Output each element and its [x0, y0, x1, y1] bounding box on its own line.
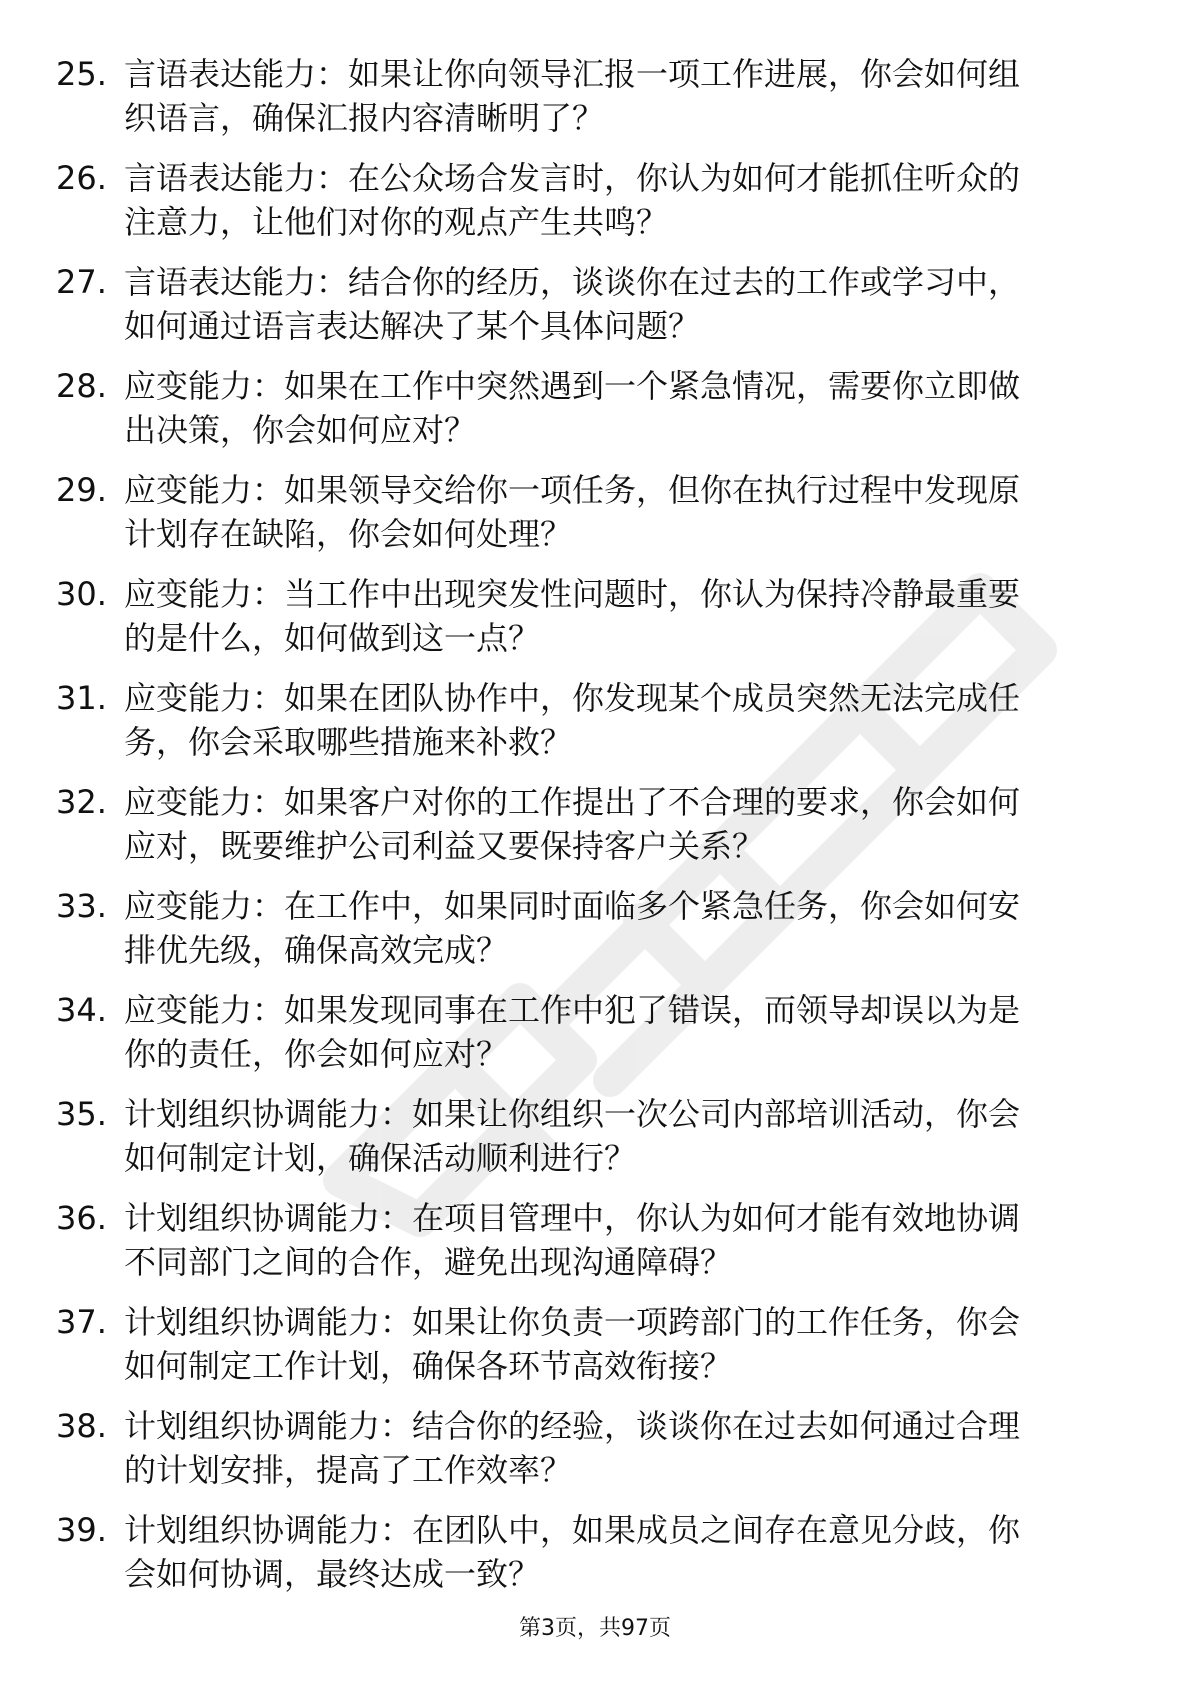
question-text-line: 言语表达能力：结合你的经历，谈谈你在过去的工作或学习中，	[124, 263, 1021, 301]
question-item	[0, 468, 1190, 572]
question-item	[0, 1092, 1190, 1196]
question-item	[0, 1300, 1190, 1404]
question-item	[0, 676, 1190, 780]
question-text-line: 出决策，你会如何应对？	[124, 411, 477, 449]
question-number: 32.	[56, 783, 107, 821]
question-item	[0, 1196, 1190, 1300]
question-item	[0, 988, 1190, 1092]
question-text-line: 的是什么，如何做到这一点？	[124, 619, 541, 657]
question-text-line: 计划组织协调能力：如果让你负责一项跨部门的工作任务，你会	[124, 1303, 1021, 1341]
question-number: 25.	[56, 55, 107, 93]
question-item	[0, 1508, 1190, 1612]
question-number: 37.	[56, 1303, 107, 1341]
question-item	[0, 572, 1190, 676]
question-number: 35.	[56, 1095, 107, 1133]
question-text-line: 如何制定工作计划，确保各环节高效衔接？	[124, 1347, 733, 1385]
question-text-line: 你的责任，你会如何应对？	[124, 1035, 509, 1073]
question-item	[0, 1404, 1190, 1508]
question-number: 27.	[56, 263, 107, 301]
question-number: 29.	[56, 471, 107, 509]
question-number: 28.	[56, 367, 107, 405]
question-text-line: 不同部门之间的合作，避免出现沟通障碍？	[124, 1243, 733, 1281]
page-number-label: 第3页，共97页	[519, 1616, 671, 1641]
question-text-line: 计划组织协调能力：在项目管理中，你认为如何才能有效地协调	[124, 1199, 1021, 1237]
question-text-line: 应变能力：如果客户对你的工作提出了不合理的要求，你会如何	[124, 783, 1021, 821]
question-item	[0, 52, 1190, 156]
question-text-line: 应变能力：如果领导交给你一项任务，但你在执行过程中发现原	[124, 471, 1021, 509]
question-text-line: 应变能力：如果在团队协作中，你发现某个成员突然无法完成任	[124, 679, 1021, 717]
question-item	[0, 780, 1190, 884]
question-text-line: 的计划安排，提高了工作效率？	[124, 1451, 573, 1489]
question-number: 33.	[56, 887, 107, 925]
question-text-line: 织语言，确保汇报内容清晰明了？	[124, 99, 605, 137]
question-text-line: 应变能力：当工作中出现突发性问题时，你认为保持冷静最重要	[124, 575, 1021, 613]
question-item	[0, 884, 1190, 988]
question-text-line: 如何制定计划，确保活动顺利进行？	[124, 1139, 637, 1177]
question-text-line: 言语表达能力：在公众场合发言时，你认为如何才能抓住听众的	[124, 159, 1021, 197]
question-number: 34.	[56, 991, 107, 1029]
question-text-line: 计划组织协调能力：结合你的经验，谈谈你在过去如何通过合理	[124, 1407, 1021, 1445]
question-text-line: 言语表达能力：如果让你向领导汇报一项工作进展，你会如何组	[124, 55, 1021, 93]
page-footer	[0, 1614, 1190, 1644]
question-number: 26.	[56, 159, 107, 197]
question-number: 36.	[56, 1199, 107, 1237]
question-text-line: 应对，既要维护公司利益又要保持客户关系？	[124, 827, 765, 865]
question-text-line: 应变能力：如果发现同事在工作中犯了错误，而领导却误以为是	[124, 991, 1021, 1029]
question-text-line: 排优先级，确保高效完成？	[124, 931, 509, 969]
question-text-line: 务，你会采取哪些措施来补救？	[124, 723, 573, 761]
question-item	[0, 156, 1190, 260]
question-text-line: 计划组织协调能力：在团队中，如果成员之间存在意见分歧，你	[124, 1511, 1021, 1549]
question-number: 38.	[56, 1407, 107, 1445]
question-item	[0, 260, 1190, 364]
question-text-line: 注意力，让他们对你的观点产生共鸣？	[124, 203, 669, 241]
question-number: 31.	[56, 679, 107, 717]
question-list	[0, 52, 1190, 1612]
question-text-line: 计划存在缺陷，你会如何处理？	[124, 515, 573, 553]
question-text-line: 如何通过语言表达解决了某个具体问题？	[124, 307, 701, 345]
question-number: 39.	[56, 1511, 107, 1549]
question-text-line: 计划组织协调能力：如果让你组织一次公司内部培训活动，你会	[124, 1095, 1021, 1133]
question-item	[0, 364, 1190, 468]
question-number: 30.	[56, 575, 107, 613]
question-text-line: 应变能力：如果在工作中突然遇到一个紧急情况，需要你立即做	[124, 367, 1021, 405]
question-text-line: 应变能力：在工作中，如果同时面临多个紧急任务，你会如何安	[124, 887, 1021, 925]
question-text-line: 会如何协调，最终达成一致？	[124, 1555, 541, 1593]
